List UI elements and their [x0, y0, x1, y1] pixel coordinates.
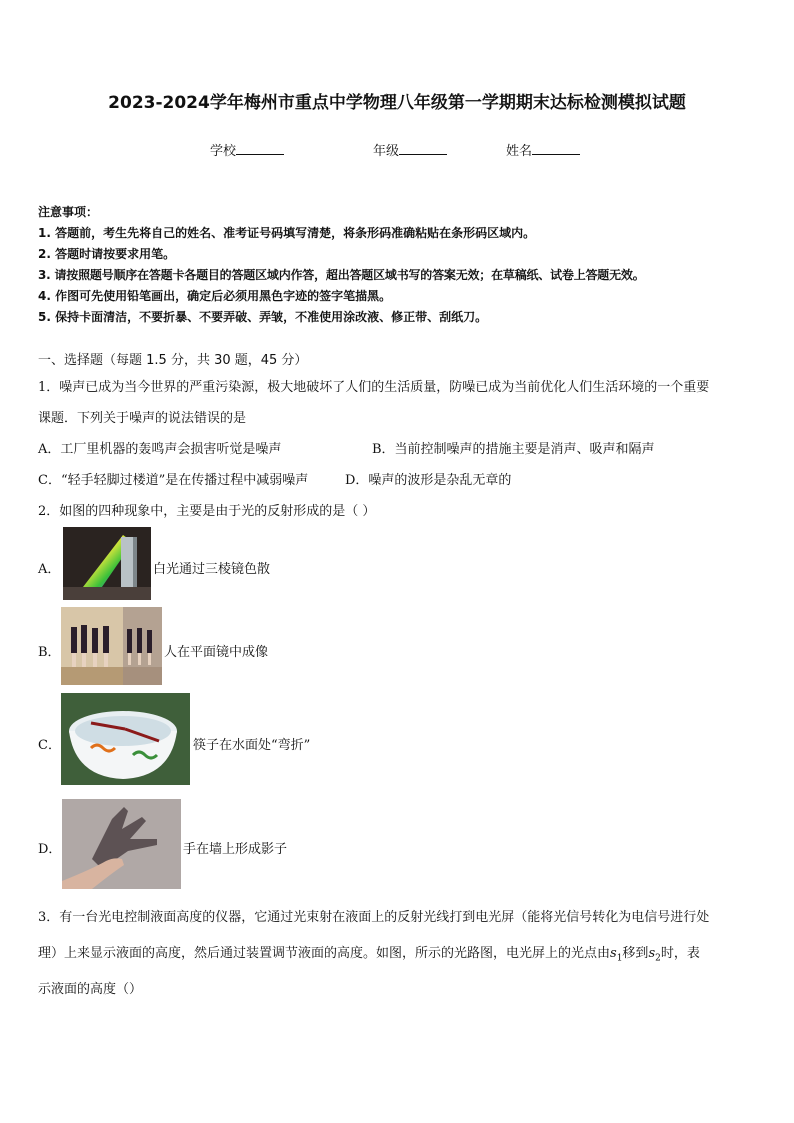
q2-option-a-label[interactable]: A．	[38, 562, 61, 577]
q1-stem-line2: 课题．下列关于噪声的说法错误的是	[38, 411, 247, 426]
mirror-dancers-image	[61, 607, 162, 685]
q2-stem: 2．如图的四种现象中，主要是由于光的反射形成的是（ ）	[38, 504, 376, 519]
q2-option-a-text: 白光通过三棱镜色散	[153, 562, 271, 577]
school-label: 学校	[210, 144, 237, 159]
note-item: 2. 答题时请按要求用笔。	[38, 247, 176, 261]
q1-option-b[interactable]: B．当前控制噪声的措施主要是消声、吸声和隔声	[372, 442, 655, 457]
q1-option-c[interactable]: C．“轻手轻脚过楼道”是在传播过程中减弱噪声	[38, 473, 309, 488]
section-heading: 一、选择题（每题 1.5 分，共 30 题，45 分）	[38, 353, 308, 368]
school-field[interactable]	[210, 140, 284, 159]
note-item: 1. 答题前，考生先将自己的姓名、准考证号码填写清楚，将条形码准确粘贴在条形码区域内。	[38, 226, 536, 240]
hand-shadow-image	[62, 799, 181, 889]
name-blank[interactable]	[532, 142, 580, 155]
q3-stem-line3: 示液面的高度（）	[38, 982, 143, 997]
q2-option-b-label[interactable]: B．	[38, 645, 61, 660]
q2-option-c-label[interactable]: C．	[38, 738, 61, 753]
note-item: 3. 请按照题号顺序在答题卡各题目的答题区域内作答，超出答题区域书写的答案无效；在草稿纸、试卷上答题无效。	[38, 268, 645, 282]
q2-option-b-text: 人在平面镜中成像	[164, 645, 269, 660]
q3-stem-line2	[38, 942, 700, 964]
prism-dispersion-image	[63, 527, 151, 600]
grade-field[interactable]	[373, 140, 447, 159]
grade-blank[interactable]	[399, 142, 447, 155]
q2-option-c-text: 筷子在水面处“弯折”	[193, 738, 311, 753]
page-title: 2023-2024学年梅州市重点中学物理八年级第一学期期末达标检测模拟试题	[108, 93, 686, 113]
note-item: 5. 保持卡面清洁，不要折暴、不要弄破、弄皱，不准使用涂改液、修正带、刮纸刀。	[38, 310, 488, 324]
q1-option-d[interactable]: D．噪声的波形是杂乱无章的	[345, 473, 512, 488]
school-blank[interactable]	[236, 142, 284, 155]
notes-heading: 注意事项：	[38, 205, 99, 219]
name-label: 姓名	[506, 144, 533, 159]
s2-symbol: $s_2$	[648, 946, 661, 964]
q3-line2-end: 时，表	[660, 946, 700, 961]
q2-option-d-text: 手在墙上形成影子	[183, 842, 288, 857]
q1-option-a[interactable]: A．工厂里机器的轰鸣声会损害听觉是噪声	[38, 442, 282, 457]
chopstick-bowl-image	[61, 693, 190, 785]
q1-stem-line1: 1．噪声已成为当今世界的严重污染源，极大地破坏了人们的生活质量，防噪已成为当前优化人们生活环境的一个重要	[38, 380, 710, 395]
note-item: 4. 作图可先使用铅笔画出，确定后必须用黑色字迹的签字笔描黑。	[38, 289, 392, 303]
q2-option-d-label[interactable]: D．	[38, 842, 62, 857]
name-field[interactable]	[506, 140, 580, 159]
q3-move-text: 移到	[622, 946, 649, 961]
grade-label: 年级	[373, 144, 400, 159]
q3-stem-line1: 3．有一台光电控制液面高度的仪器，它通过光束射在液面上的反射光线打到电光屏（能将光信号转化为电信号进行处	[38, 910, 710, 925]
s1-symbol: $s_1$	[610, 946, 623, 964]
q3-line2-text: 理）上来显示液面的高度，然后通过装置调节液面的高度。如图，所示的光路图，电光屏上的光点由	[38, 946, 611, 961]
